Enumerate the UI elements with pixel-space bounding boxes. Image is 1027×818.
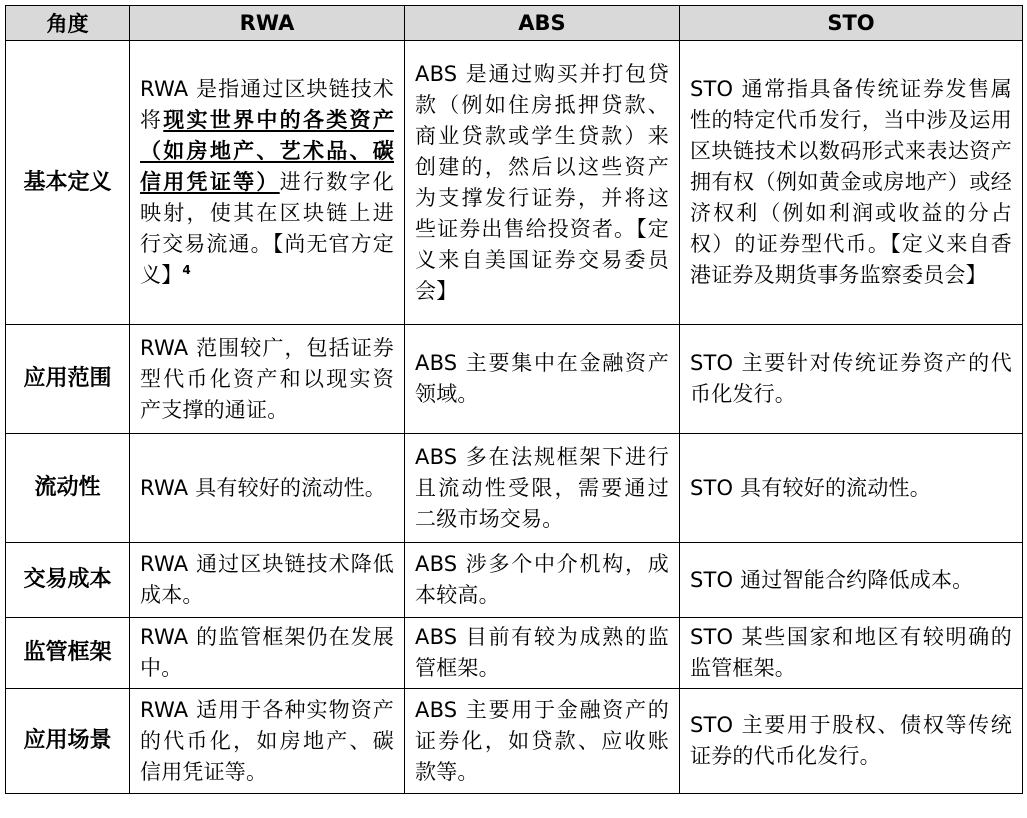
- comparison-table-wrapper: [5, 5, 1023, 794]
- rwa-scope-cell: RWA 范围较广，包括证券型代币化资产和以现实资产支撑的通证。: [130, 325, 405, 434]
- sto-regulation-cell: STO 某些国家和地区有较明确的监管框架。: [680, 618, 1023, 689]
- header-abs: ABS: [405, 6, 680, 41]
- rwa-definition-text: RWA 是指通过区块链技术将: [140, 77, 394, 132]
- rwa-definition-text-end: 进行数字化映射，使其在区块链上进行交易流通。【尚无官方定义】: [140, 170, 395, 287]
- rwa-definition-emphasis: 现实世界中的各类资产（如房地产、艺术品、碳信用凭证等）: [140, 108, 394, 194]
- rwa-cost-cell: RWA 通过区块链技术降低成本。: [130, 543, 405, 618]
- abs-scope-cell: ABS 主要集中在金融资产领域。: [405, 325, 680, 434]
- row-aspect-liquidity: 流动性: [6, 434, 130, 543]
- row-aspect-regulation: 监管框架: [6, 618, 130, 689]
- abs-regulation-cell: ABS 目前有较为成熟的监管框架。: [405, 618, 680, 689]
- comparison-table: [5, 5, 1023, 794]
- header-sto: STO: [680, 6, 1023, 41]
- sto-liquidity-cell: STO 具有较好的流动性。: [680, 434, 1023, 543]
- table-row: [6, 434, 1023, 543]
- abs-cost-cell: ABS 涉多个中介机构，成本较高。: [405, 543, 680, 618]
- row-aspect-cost: 交易成本: [6, 543, 130, 618]
- table-row: [6, 618, 1023, 689]
- table-row: [6, 325, 1023, 434]
- rwa-liquidity-cell: RWA 具有较好的流动性。: [130, 434, 405, 543]
- header-row: [6, 6, 1023, 41]
- abs-use-case-cell: ABS 主要用于金融资产的证券化，如贷款、应收账款等。: [405, 689, 680, 794]
- row-aspect-definition: 基本定义: [6, 41, 130, 325]
- abs-definition-cell: ABS 是通过购买并打包贷款（例如住房抵押贷款、商业贷款或学生贷款）来创建的，然后以这些资产为支撑发行证券，并将这些证券出售给投资者。【定义来自美国证券交易委员会】: [405, 41, 680, 325]
- sto-cost-cell: STO 通过智能合约降低成本。: [680, 543, 1023, 618]
- sto-scope-cell: STO 主要针对传统证券资产的代币化发行。: [680, 325, 1023, 434]
- header-rwa: RWA: [130, 6, 405, 41]
- row-aspect-use-case: 应用场景: [6, 689, 130, 794]
- table-row: [6, 689, 1023, 794]
- row-aspect-scope: 应用范围: [6, 325, 130, 434]
- table-row: [6, 543, 1023, 618]
- abs-liquidity-cell: ABS 多在法规框架下进行且流动性受限，需要通过二级市场交易。: [405, 434, 680, 543]
- rwa-use-case-cell: RWA 适用于各种实物资产的代币化，如房地产、碳信用凭证等。: [130, 689, 405, 794]
- table-row: [6, 41, 1023, 325]
- footnote-marker: 4: [182, 263, 191, 277]
- sto-use-case-cell: STO 主要用于股权、债权等传统证券的代币化发行。: [680, 689, 1023, 794]
- rwa-definition-cell: [130, 41, 405, 325]
- sto-definition-cell: STO 通常指具备传统证券发售属性的特定代币发行，当中涉及运用区块链技术以数码形式来表达资产拥有权（例如黄金或房地产）或经济权利（例如利润或收益的分占权）的证券型代币。【定义来自香港证券及期货事务监察委员会】: [680, 41, 1023, 325]
- rwa-regulation-cell: RWA 的监管框架仍在发展中。: [130, 618, 405, 689]
- header-aspect: 角度: [6, 6, 130, 41]
